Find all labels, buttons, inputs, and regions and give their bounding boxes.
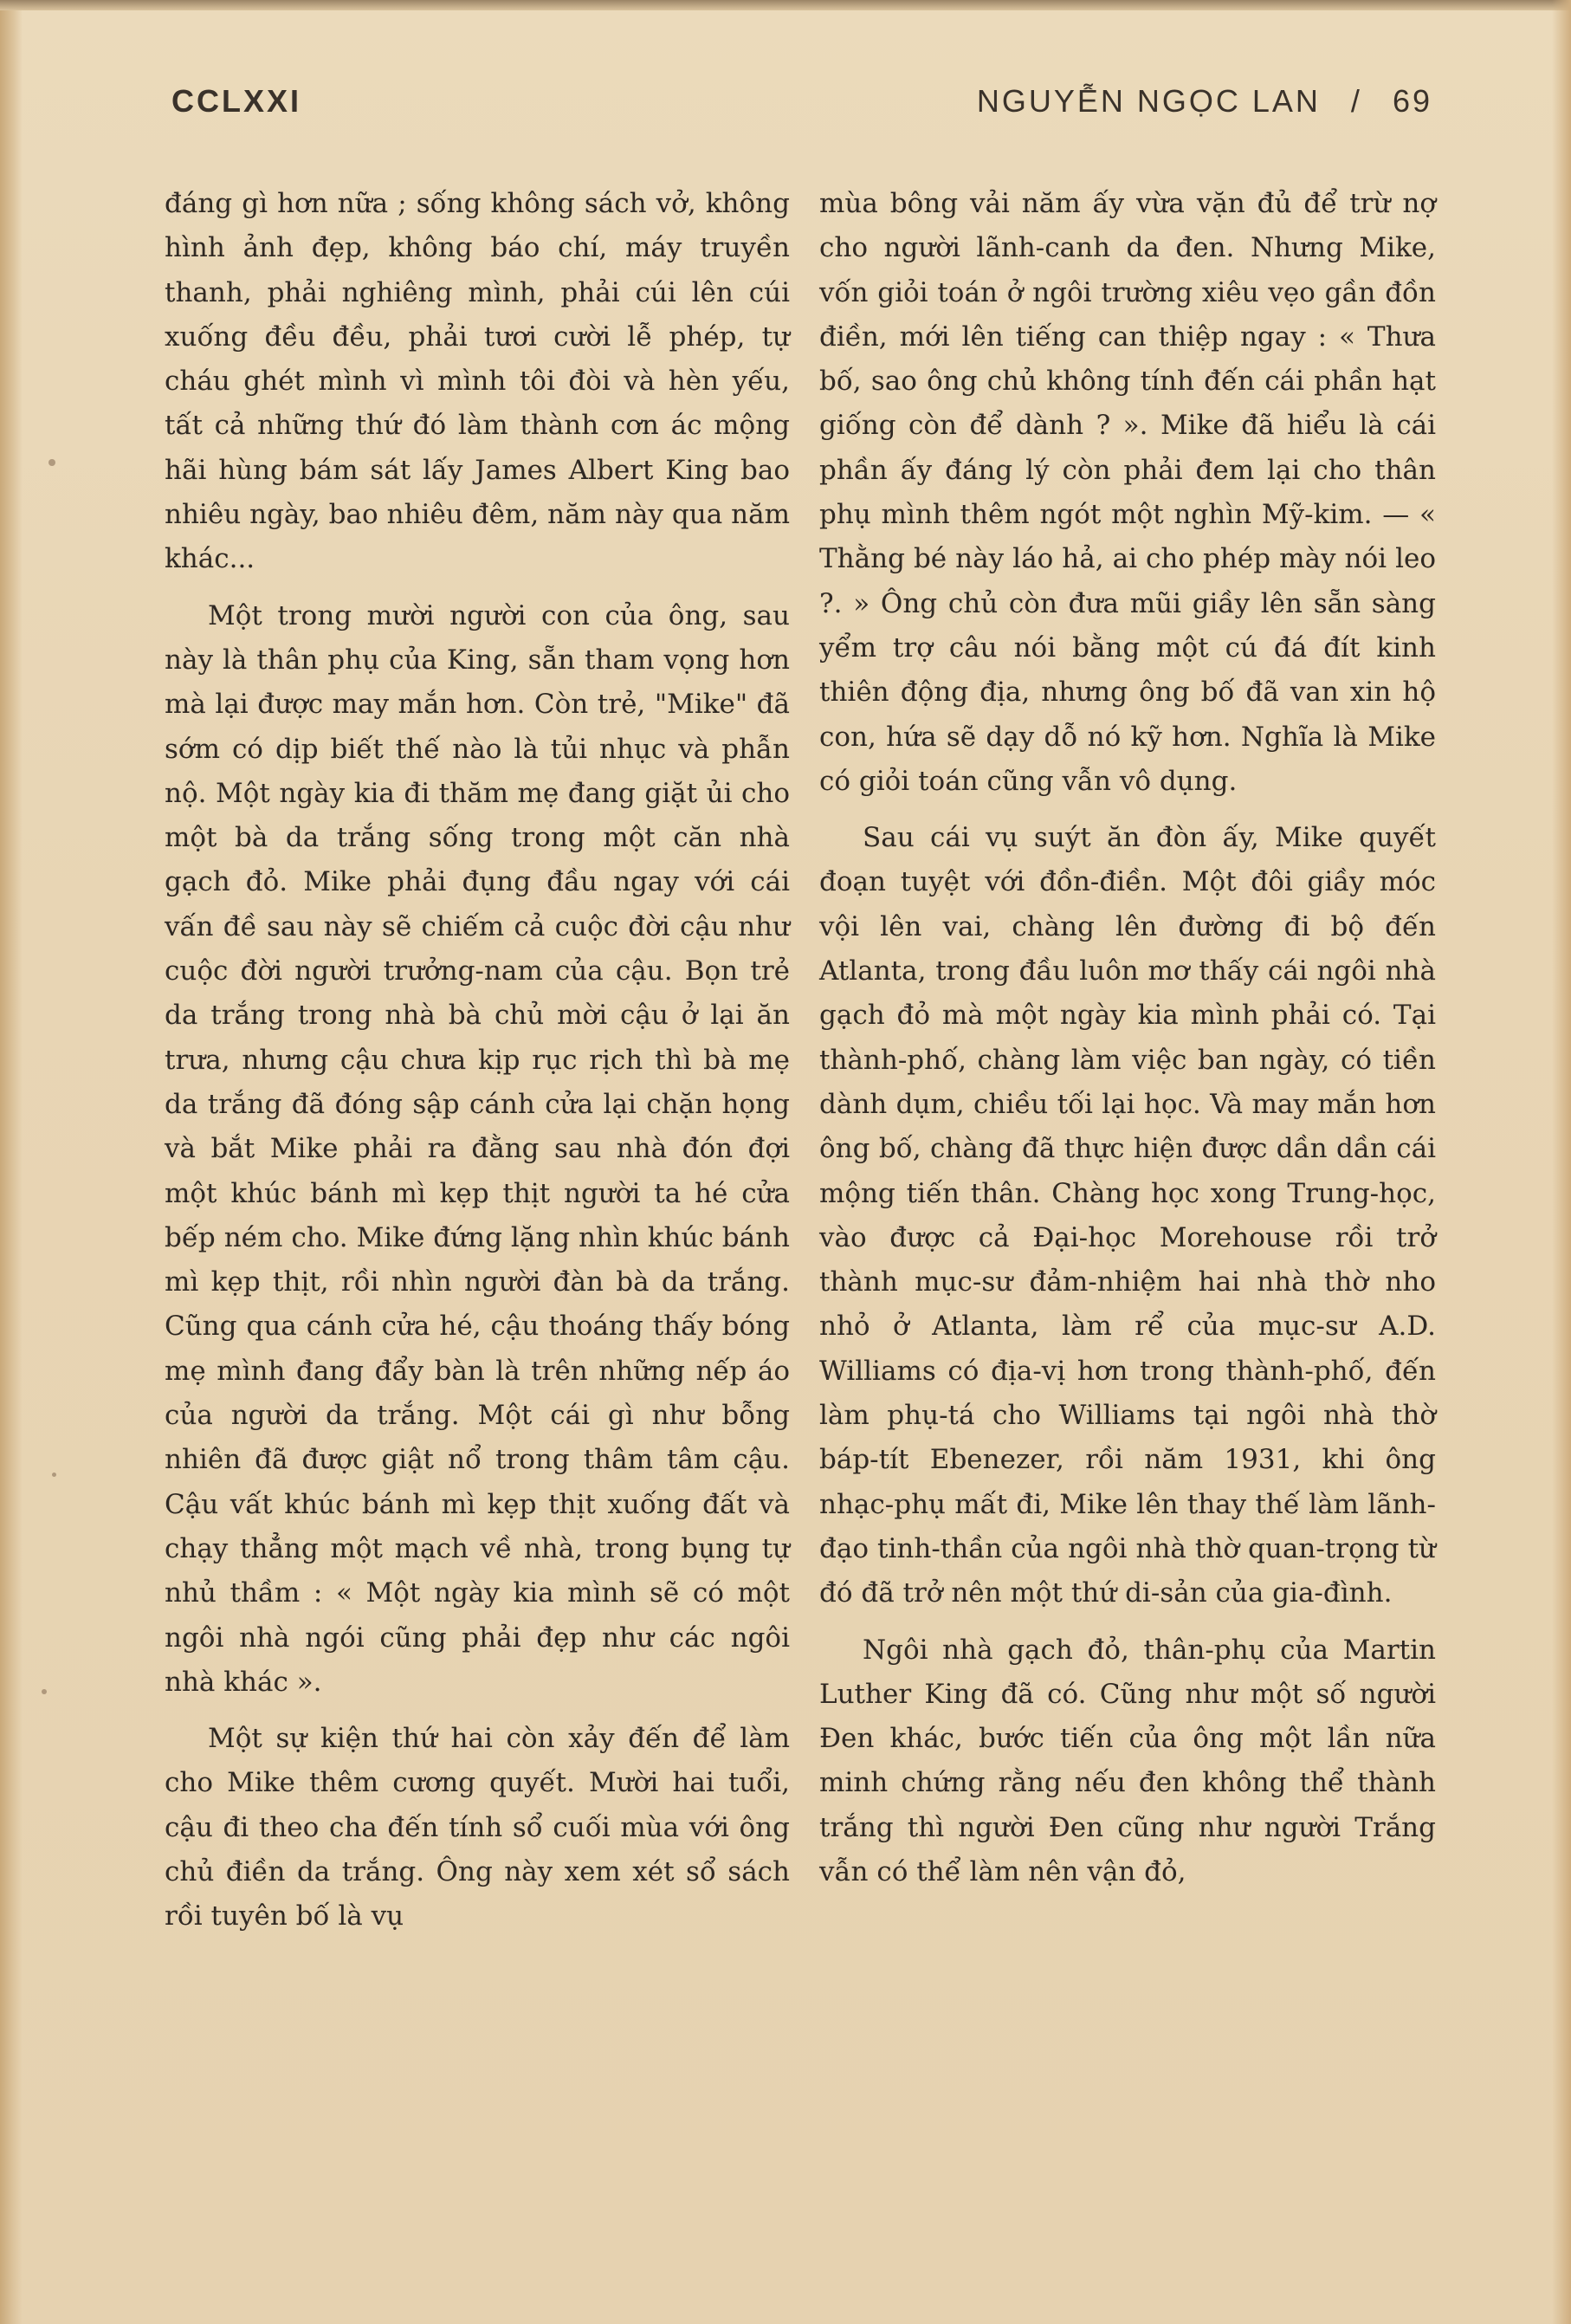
paper-speck	[52, 1473, 56, 1477]
running-header	[171, 83, 1432, 126]
page-top-edge	[0, 0, 1571, 10]
paragraph: Một trong mười người con của ông, sau này là thân phụ của King, sẵn tham vọng hơn mà lại được may mắn hơn. Còn trẻ, "Mike" đã sớm có dịp biết thế nào là tủi nhục và phẫn nộ. Một ngày kia đi thăm mẹ đang giặt ủi cho một bà da trắng sống trong một căn nhà gạch đỏ. Mike phải đụng đầu ngay với cái vấn đề sau này sẽ chiếm cả cuộc đời cậu như cuộc đời người trưởng-nam của cậu. Bọn trẻ da trắng trong nhà bà chủ mời cậu ở lại ăn trưa, nhưng cậu chưa kịp rục rịch thì bà mẹ da trắng đã đóng sập cánh cửa lại chặn họng và bắt Mike phải ra đằng sau nhà đón đợi một khúc bánh mì kẹp thịt người ta hé cửa bếp ném cho. Mike đứng lặng nhìn khúc bánh mì kẹp thịt, rồi nhìn người đàn bà da trắng. Cũng qua cánh cửa hé, cậu thoáng thấy bóng mẹ mình đang đẩy bàn là trên những nếp áo của người da trắng. Một cái gì như bỗng nhiên đã được giật nổ trong thâm tâm cậu. Cậu vất khúc bánh mì kẹp thịt xuống đất và chạy thẳng một mạch về nhà, trong bụng tự nhủ thầm : « Một ngày kia mình sẽ có một ngôi nhà ngói cũng phải đẹp như các ngôi nhà khác ».	[165, 599, 790, 1698]
paper-speck	[48, 459, 55, 466]
page-number: 69	[1392, 83, 1432, 119]
header-author: NGUYỄN NGỌC LAN	[976, 83, 1321, 119]
paragraph: Một sự kiện thứ hai còn xảy đến để làm cho Mike thêm cương quyết. Mười hai tuổi, cậu đi theo cha đến tính sổ cuối mùa với ông chủ điền da trắng. Ông này xem xét sổ sách rồi tuyên bố là vụ	[165, 1723, 790, 1932]
paragraph: Ngôi nhà gạch đỏ, thân-phụ của Martin Luther King đã có. Cũng như một số người Đen khác, bước tiến của ông một lần nữa minh chứng rằng nếu đen không thể thành trắng thì người Đen cũng như người Trắng vẫn có thể làm nên vận đỏ,	[819, 1634, 1436, 1887]
right-column	[819, 182, 1436, 1906]
left-column	[165, 182, 790, 1952]
paragraph: Sau cái vụ suýt ăn đòn ấy, Mike quyết đoạn tuyệt với đồn-điền. Một đôi giầy móc vội lên vai, chàng lên đường đi bộ đến Atlanta, trong đầu luôn mơ thấy cái ngôi nhà gạch đỏ mà một ngày kia mình phải có. Tại thành-phố, chàng làm việc ban ngày, có tiền dành dụm, chiều tối lại học. Và may mắn hơn ông bố, chàng đã thực hiện được dần dần cái mộng tiến thân. Chàng học xong Trung-học, vào được cả Đại-học Morehouse rồi trở thành mục-sư đảm-nhiệm hai nhà thờ nho nhỏ ở Atlanta, làm rể của mục-sư A.D. Williams có địa-vị hơn trong thành-phố, đến làm phụ-tá cho Williams tại ngôi nhà thờ báp-tít Ebenezer, rồi năm 1931, khi ông nhạc-phụ mất đi, Mike lên thay thế làm lãnh-đạo tinh-thần của ngôi nhà thờ quan-trọng từ đó đã trở nên một thứ di-sản của gia-đình.	[819, 822, 1436, 1609]
paragraph: đáng gì hơn nữa ; sống không sách vở, không hình ảnh đẹp, không báo chí, máy truyền thanh, phải nghiêng mình, phải cúi lên cúi xuống đều đều, phải tươi cười lễ phép, tự cháu ghét mình vì mình tôi đòi và hèn yếu, tất cả những thứ đó làm thành cơn ác mộng hãi hùng bám sát lấy James Albert King bao nhiêu ngày, bao nhiêu đêm, năm này qua năm khác...	[165, 188, 790, 575]
header-right	[977, 83, 1432, 120]
paragraph: mùa bông vải năm ấy vừa vặn đủ để trừ nợ cho người lãnh-canh da đen. Nhưng Mike, vốn giỏi toán ở ngôi trường xiêu vẹo gần đồn điền, mới lên tiếng can thiệp ngay : « Thưa bố, sao ông chủ không tính đến cái phần hạt giống còn để dành ? ». Mike đã hiểu là cái phần ấy đáng lý còn phải đem lại cho thân phụ mình thêm ngót một nghìn Mỹ-kim. — « Thằng bé này láo hả, ai cho phép mày nói leo ?. » Ông chủ còn đưa mũi giầy lên sẵn sàng yểm trợ câu nói bằng một cú đá đít kinh thiên động địa, nhưng ông bố đã van xin hộ con, hứa sẽ dạy dỗ nó kỹ hơn. Nghĩa là Mike có giỏi toán cũng vẫn vô dụng.	[819, 188, 1436, 797]
paper-speck	[42, 1689, 47, 1694]
header-code: CCLXXI	[171, 83, 302, 119]
header-separator: /	[1350, 83, 1362, 119]
